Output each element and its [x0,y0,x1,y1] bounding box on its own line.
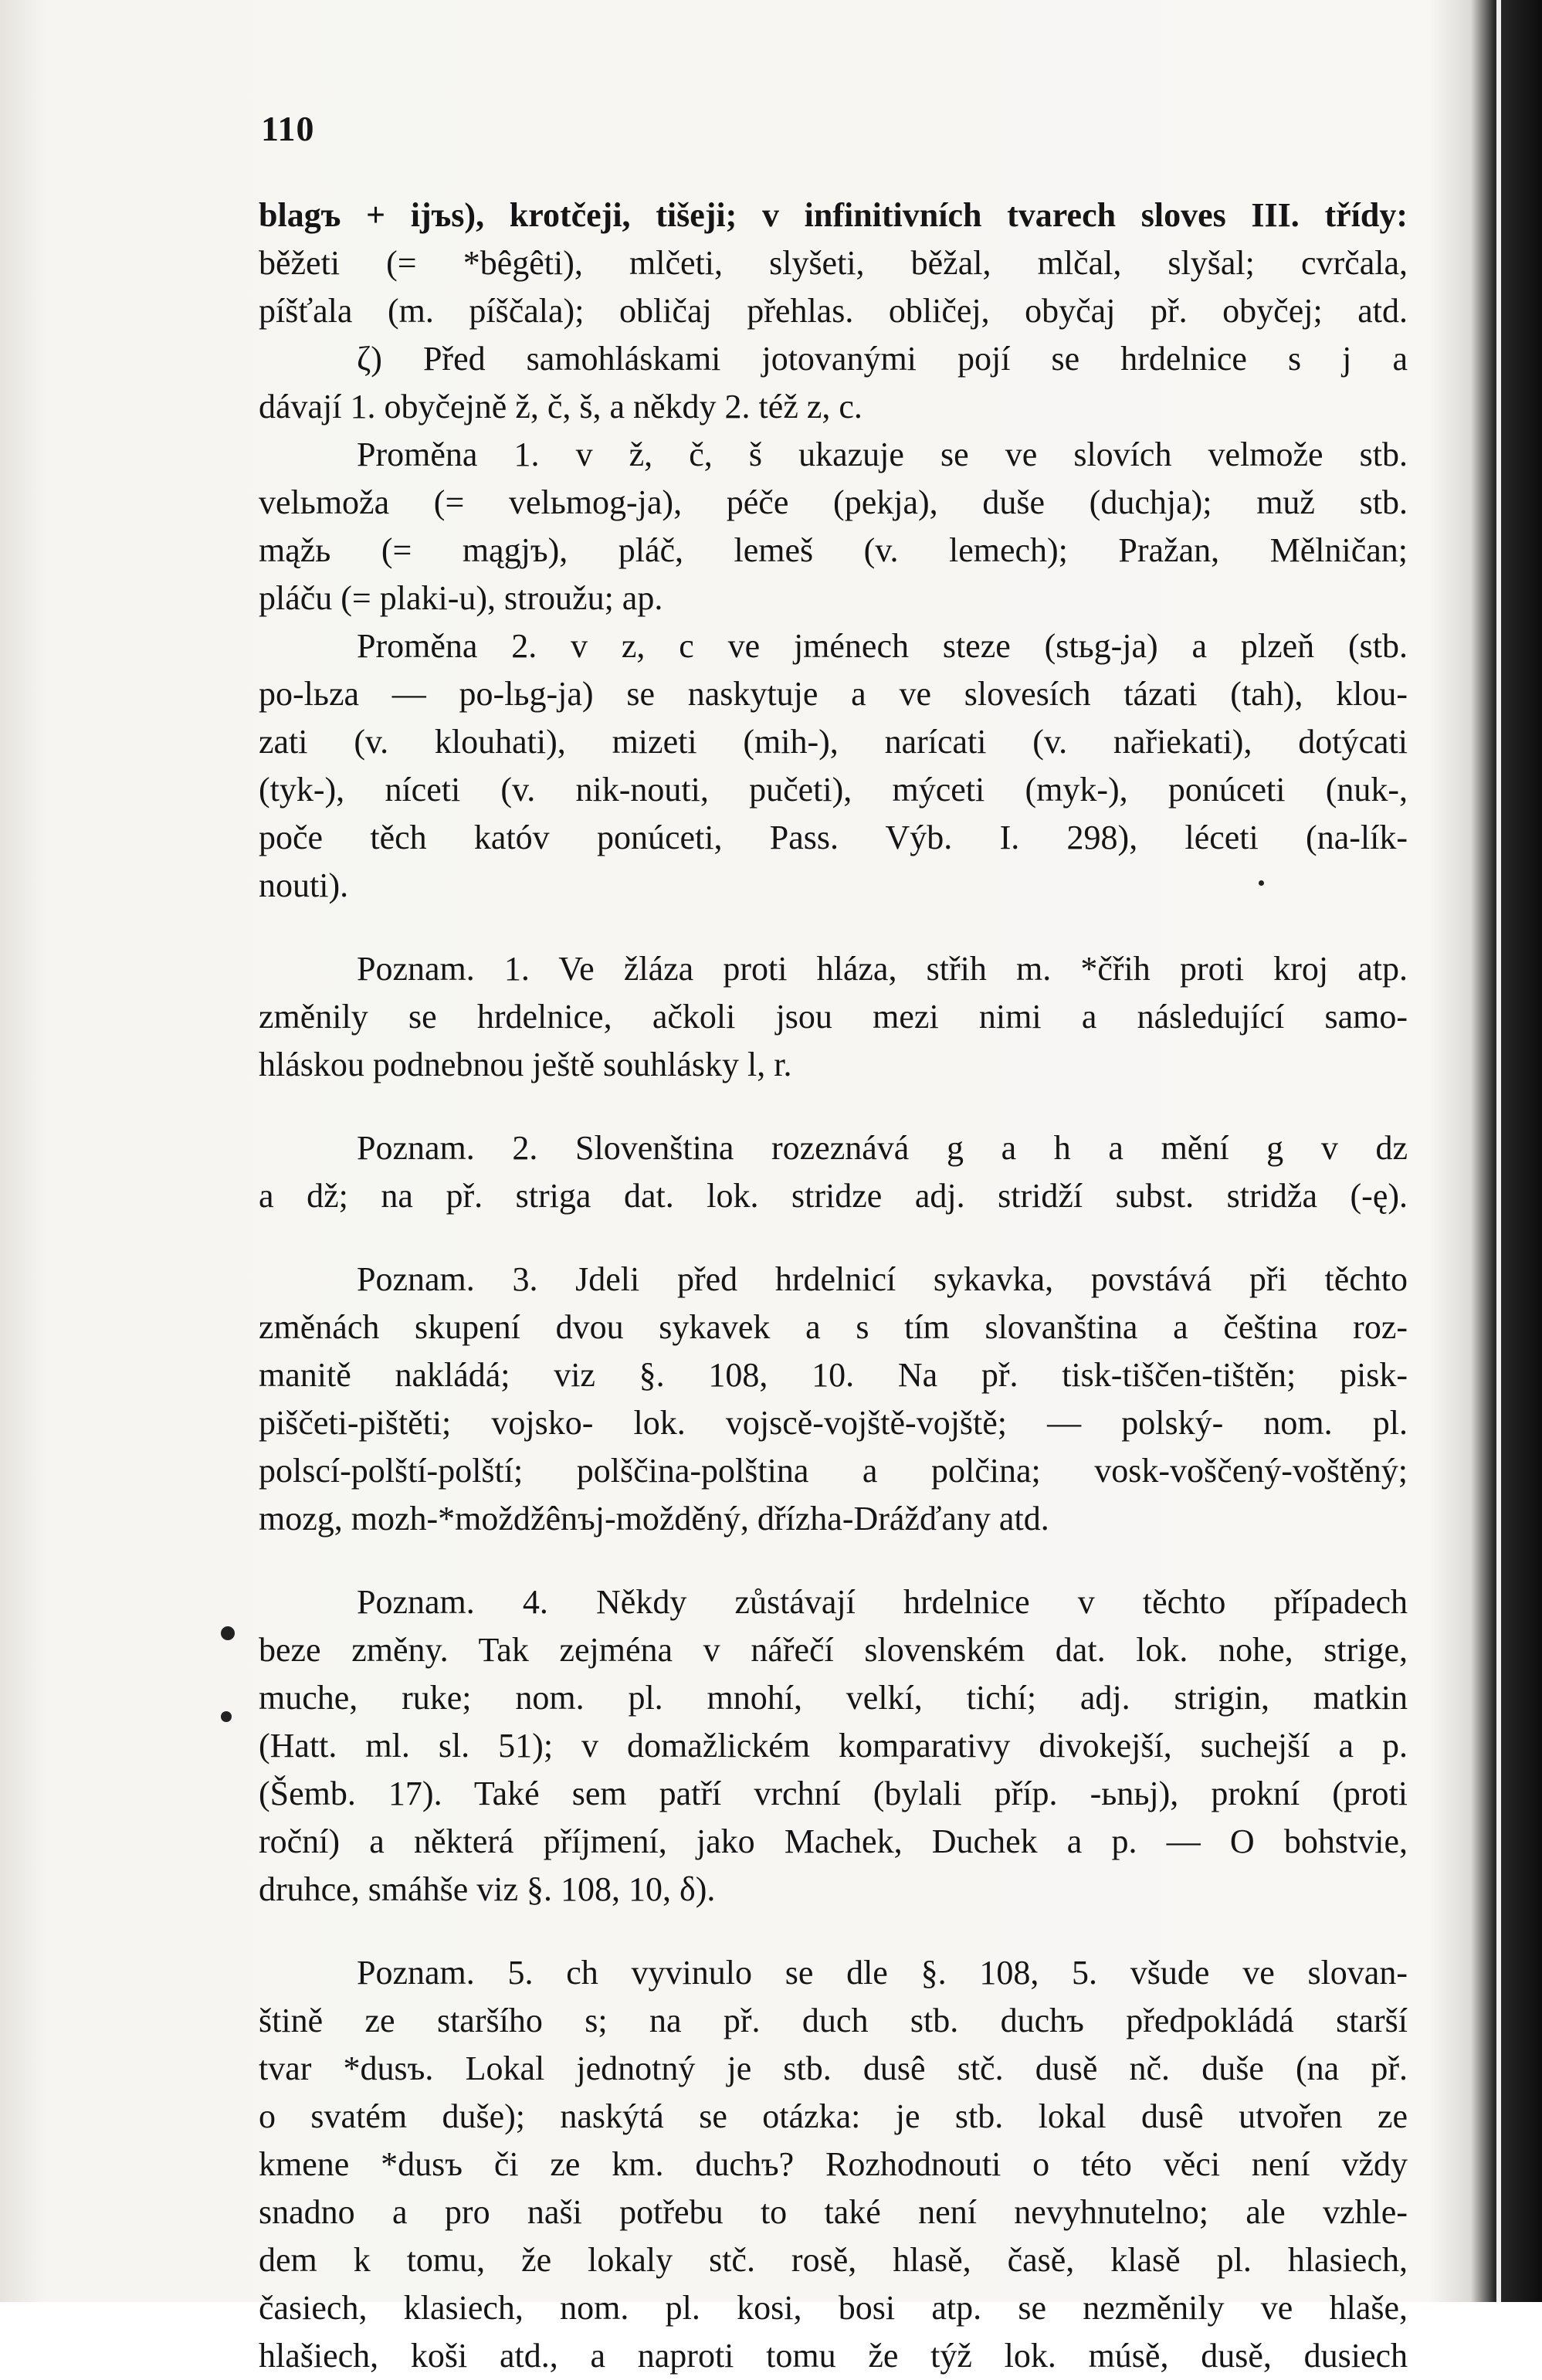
text-line: velьmoža (= velьmog-ja), péče (pekja), duše (duchja); muž stb. [259,483,1408,521]
text-line: mąžь (= mągjъ), pláč, lemeš (v. lemech); Pražan, Mělničan; [259,531,1408,569]
note-line: mozg, mozh-*moždžênъj-možděný, dřízha-Drážďany atd. [259,1500,1049,1538]
note-line: (Šemb. 17). Také sem patří vrchní (bylali příp. -ьnьj), prokní (proti [259,1775,1408,1812]
note-line: muche, ruke; nom. pl. mnohí, velkí, tichí; adj. strigin, matkin [259,1679,1408,1717]
note-line: Poznam. 4. Někdy zůstávají hrdelnice v těchto případech [357,1583,1408,1621]
text-line: ζ) Před samohláskami jotovanými pojí se hrdelnice s j a [357,340,1408,378]
note-line: tvar *dusъ. Lokal jednotný je stb. dusê stč. dusě nč. duše (na př. [259,2049,1408,2087]
text-line: Proměna 1. v ž, č, š ukazuje se ve slovích velmože stb. [357,436,1408,473]
note-line: beze změny. Tak zejména v nářečí slovenském dat. lok. nohe, strige, [259,1631,1408,1669]
text-line: poče těch katóv ponúceti, Pass. Výb. I. 298), léceti (na-lík- [259,819,1408,856]
note-line: snadno a pro naši potřebu to také není nevyhnutelno; ale vzhle- [259,2193,1408,2231]
text-line: blagъ + ijъs), krotčeji, tišeji; v infinitivních tvarech sloves III. třídy: [259,196,1408,234]
note-line: druhce, smáhše viz §. 108, 10, δ). [259,1870,716,1908]
print-speck [221,1626,235,1640]
print-speck [221,1711,232,1722]
page-number: 110 [261,109,315,148]
note-line: polscí-polští-polští; polščina-polština a polčina; vosk-voščený-voštěný; [259,1452,1408,1490]
note-line: Poznam. 2. Slovenština rozeznává g a h a mění g v dz [357,1129,1408,1167]
note-line: štině ze staršího s; na př. duch stb. duchъ předpokládá starší [259,2002,1408,2039]
text-line: po-lьza — po-lьg-ja) se naskytuje a ve slovesích tázati (tah), klou- [259,675,1408,713]
text-line: nouti). [259,866,349,904]
text-line: zati (v. klouhati), mizeti (mih-), narícati (v. nařiekati), dotýcati [259,723,1408,761]
note-line: kmene *dusъ či ze km. duchъ? Rozhodnouti o této věci není vždy [259,2145,1408,2183]
note-line: hlašiech, koši atd., a naproti tomu že týž lok. músě, dusě, dusiech [259,2337,1408,2375]
text-line: Proměna 2. v z, c ve jménech steze (stьg-ja) a plzeň (stb. [357,627,1408,665]
note-line: a dž; na př. striga dat. lok. stridze adj. stridží subst. stridža (-ę). [259,1177,1408,1215]
note-line: změnách skupení dvou sykavek a s tím slovanština a čeština roz- [259,1308,1408,1346]
text-line: (tyk-), níceti (v. nik-nouti, pučeti), mýceti (myk-), ponúceti (nuk-, [259,771,1408,809]
note-line: piščeti-pištěti; vojsko- lok. vojscě-vojště-vojště; — polský- nom. pl. [259,1404,1408,1442]
text-line: běžeti (= *bêgêti), mlčeti, slyšeti, běžal, mlčal, slyšal; cvrčala, [259,244,1408,282]
text-line: píšťala (m. píščala); obličaj přehlas. obličej, obyčaj př. obyčej; atd. [259,292,1408,330]
note-line: změnily se hrdelnice, ačkoli jsou mezi nimi a následující samo- [259,998,1408,1036]
note-line: hláskou podnebnou ještě souhlásky l, r. [259,1046,792,1083]
note-line: (Hatt. ml. sl. 51); v domažlickém komparativy divokejší, suchejší a p. [259,1727,1408,1765]
note-line: časiech, klasiech, nom. pl. kosi, bosi atp. se nezměnily ve hlaše, [259,2289,1408,2327]
note-line: Poznam. 3. Jdeli před hrdelnicí sykavka, povstává při těchto [357,1260,1408,1298]
note-line: dem k tomu, že lokaly stč. rosě, hlasě, časě, klasě pl. hlasiech, [259,2241,1408,2279]
note-line: roční) a některá příjmení, jako Machek, Duchek a p. — O bohstvie, [259,1822,1408,1860]
text-line: pláču (= plaki-u), stroužu; ap. [259,579,663,617]
note-line: Poznam. 5. ch vyvinulo se dle §. 108, 5. všude ve slovan- [357,1954,1408,1992]
body-text [259,192,1408,2380]
note-line: Poznam. 1. Ve žláza proti hláza, střih m. *čřih proti kroj atp. [357,950,1408,988]
text-line: dávají 1. obyčejně ž, č, š, a někdy 2. též z, c. [259,388,863,425]
page-edge [1496,0,1501,2302]
print-speck [1259,880,1264,886]
note-line: manitě nakládá; viz §. 108, 10. Na př. tisk-tiščen-tištěn; pisk- [259,1356,1408,1394]
note-line: o svatém duše); naskýtá se otázka: je stb. lokal dusê utvořen ze [259,2097,1408,2135]
